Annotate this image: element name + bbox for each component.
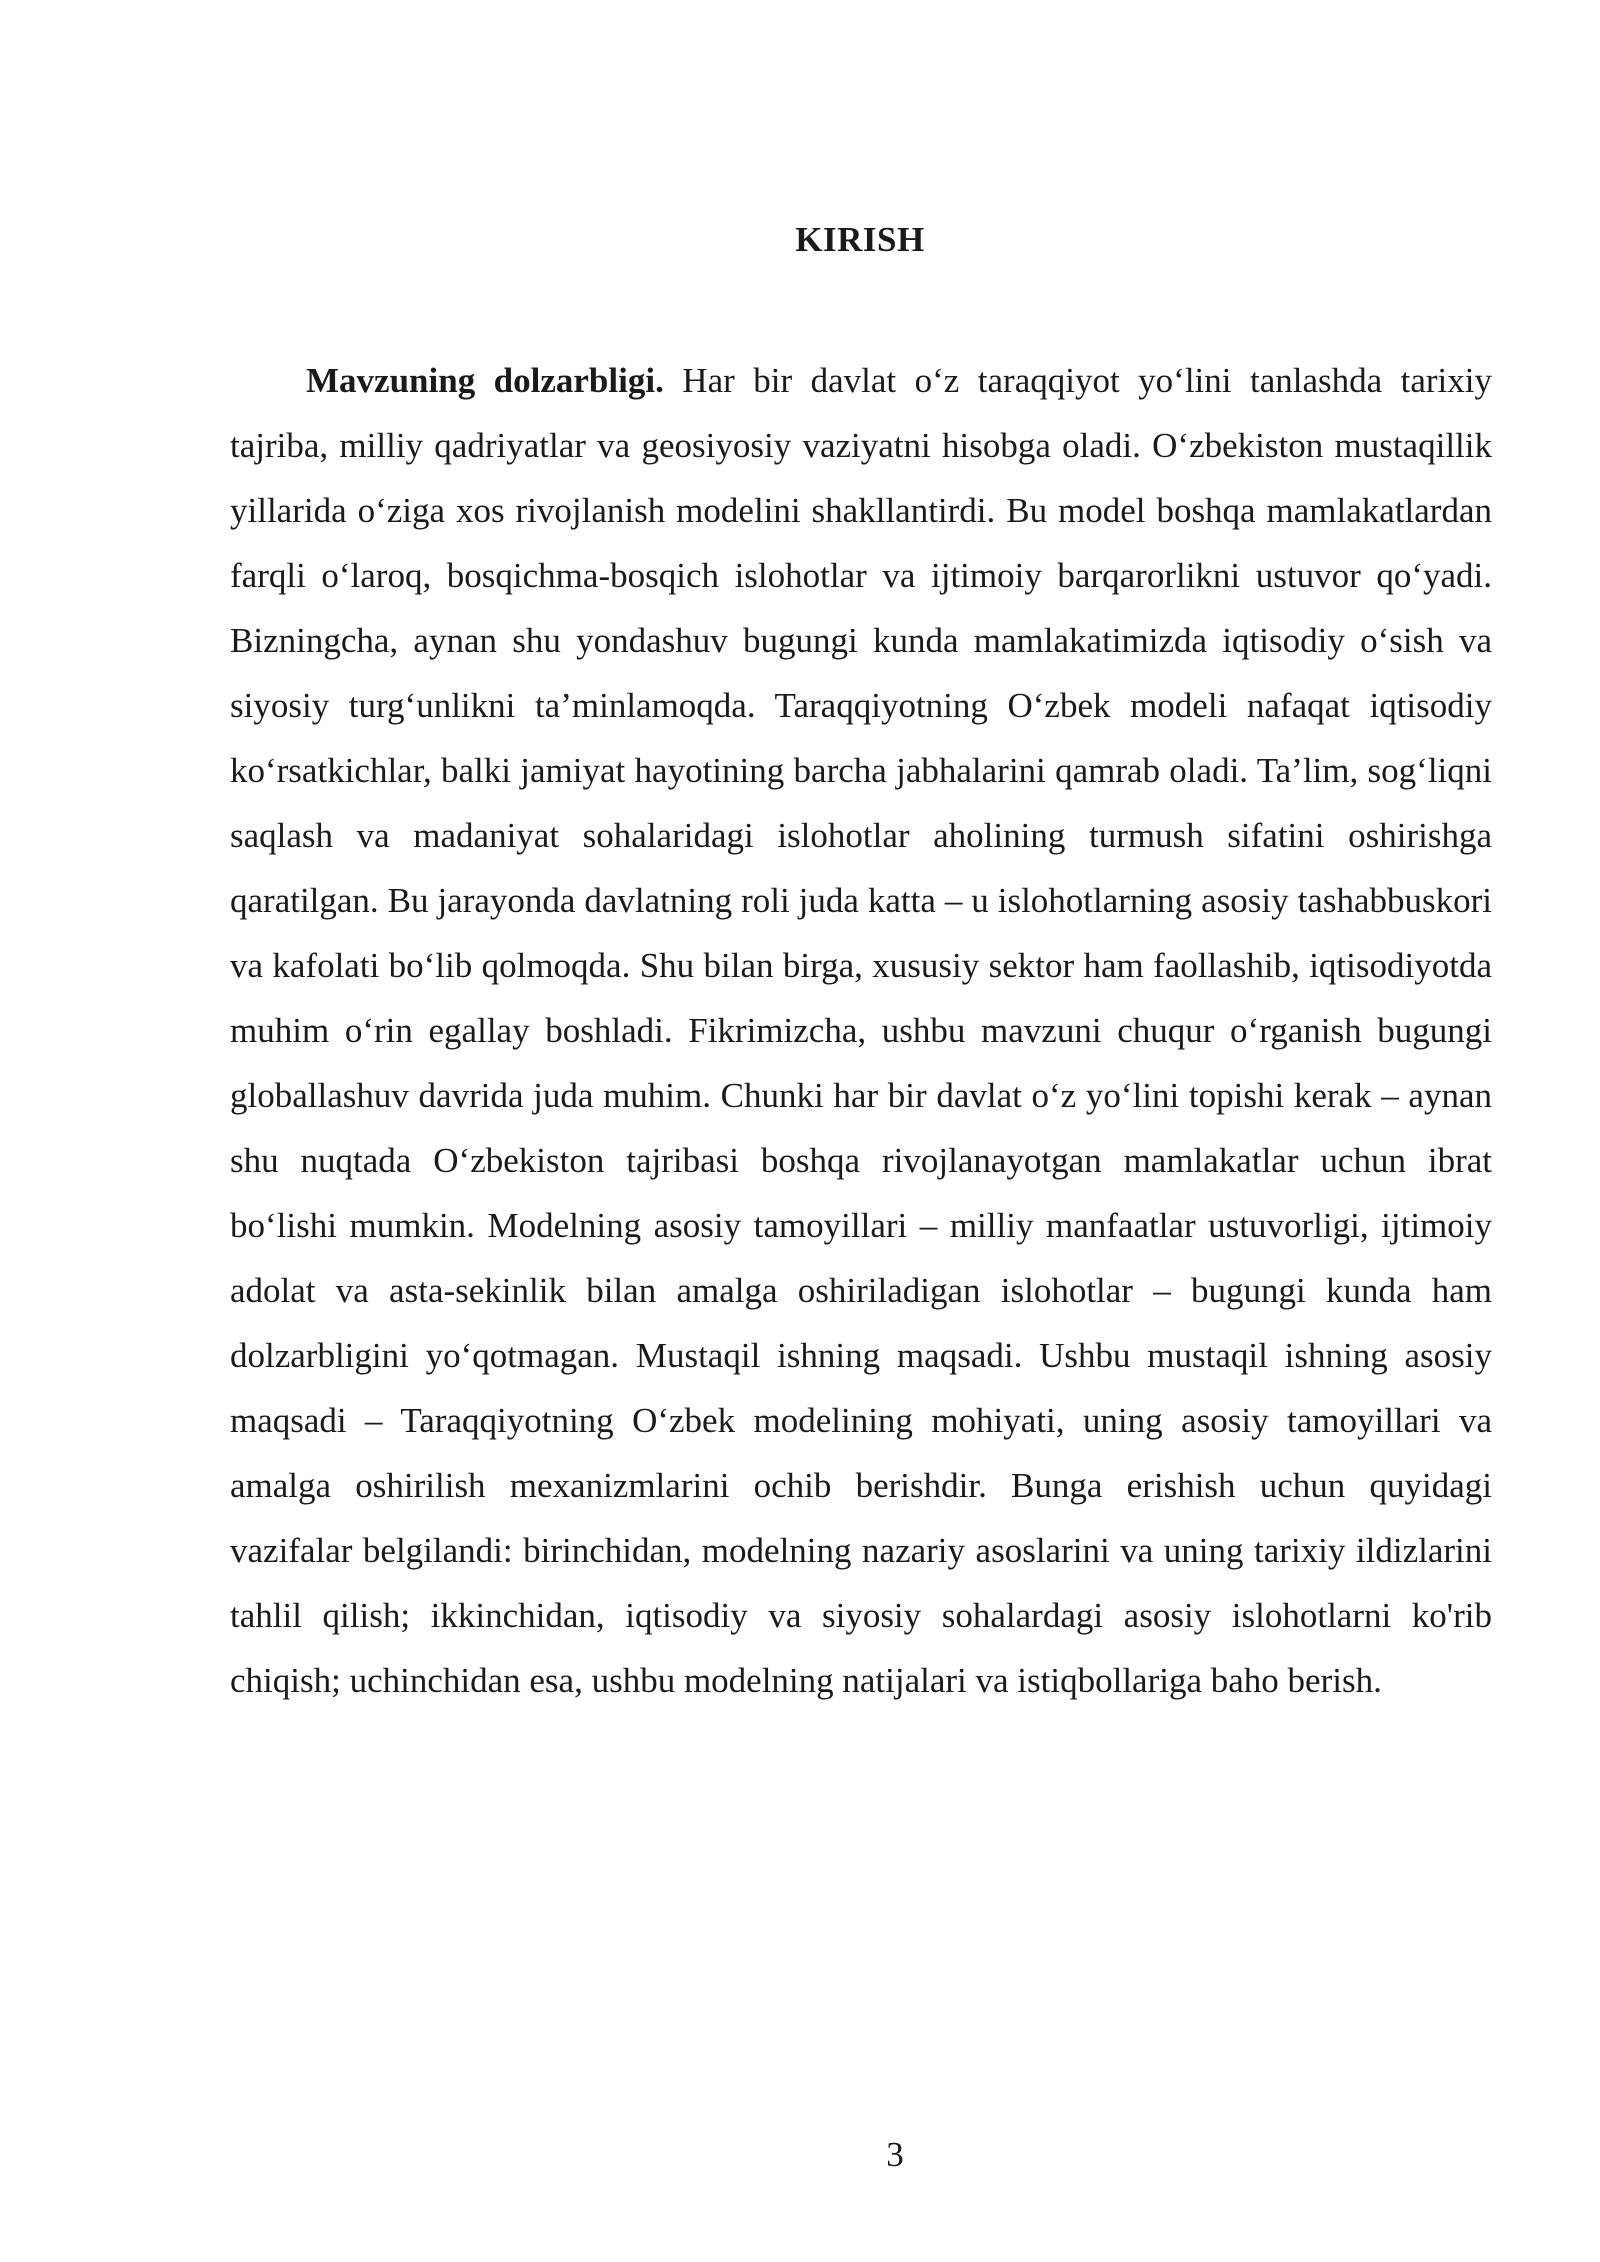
page-number: 3 <box>886 2135 904 2174</box>
section-title: KIRISH <box>795 220 925 259</box>
paragraph-text: Har bir davlat o‘z taraqqiyot yo‘lini tanlashda tarixiy tajriba, milliy qadriyatlar va geosiyosiy vaziyatni hisobga oladi. O‘zbekiston mustaqillik yillarida o‘ziga xos rivojlanish modelini shakllantirdi. Bu model boshqa mamlakatlardan farqli o‘laroq, bosqichma-bosqich islohotlar va ijtimoiy barqarorlikni ustuvor qo‘yadi. Bizningcha, aynan shu yondashuv bugungi kunda mamlakatimizda iqtisodiy o‘sish va siyosiy turg‘unlikni ta’minlamoqda. Taraqqiyotning O‘zbek modeli nafaqat iqtisodiy ko‘rsatkichlar, balki jamiyat hayotining barcha jabhalarini qamrab oladi. Ta’lim, sog‘liqni saqlash va madaniyat sohalaridagi islohotlar aholining turmush sifatini oshirishga qaratilgan. Bu jarayonda davlatning roli juda katta – u islohotlarning asosiy tashabbuskori va kafolati bo‘lib qolmoqda. Shu bilan birga, xususiy sektor ham faollashib, iqtisodiyotda muhim o‘rin egallay boshladi. Fikrimizcha, ushbu mavzuni chuqur o‘rganish bugungi globallashuv davrida juda muhim. Chunki har bir davlat o‘z yo‘lini topishi kerak – aynan shu nuqtada O‘zbekiston tajribasi boshqa rivojlanayotgan mamlakatlar uchun ibrat bo‘lishi mumkin. Modelning asosiy tamoyillari – milliy manfaatlar ustuvorligi, ijtimoiy adolat va asta-sekinlik bilan amalga oshiriladigan islohotlar – bugungi kunda ham dolzarbligini yo‘qotmagan. Mustaqil ishning maqsadi. Ushbu mustaqil ishning asosiy maqsadi – Taraqqiyotning O‘zbek modelining mohiyati, uning asosiy tamoyillari va amalga oshirilish mexanizmlarini ochib berishdir. Bunga erishish uchun quyidagi vazifalar belgilandi: birinchidan, modelning nazariy asoslarini va uning tarixiy ildizlarini tahlil qilish; ikkinchidan, iqtisodiy va siyosiy sohalardagi asosiy islohotlarni ko'rib chiqish; uchinchidan esa, ushbu modelning natijalari va istiqbollariga baho berish. <box>230 361 1493 1700</box>
paragraph <box>230 348 1492 1713</box>
paragraph-lead: Mavzuning dolzarbligi. <box>306 361 664 400</box>
body-text <box>230 348 1492 1713</box>
